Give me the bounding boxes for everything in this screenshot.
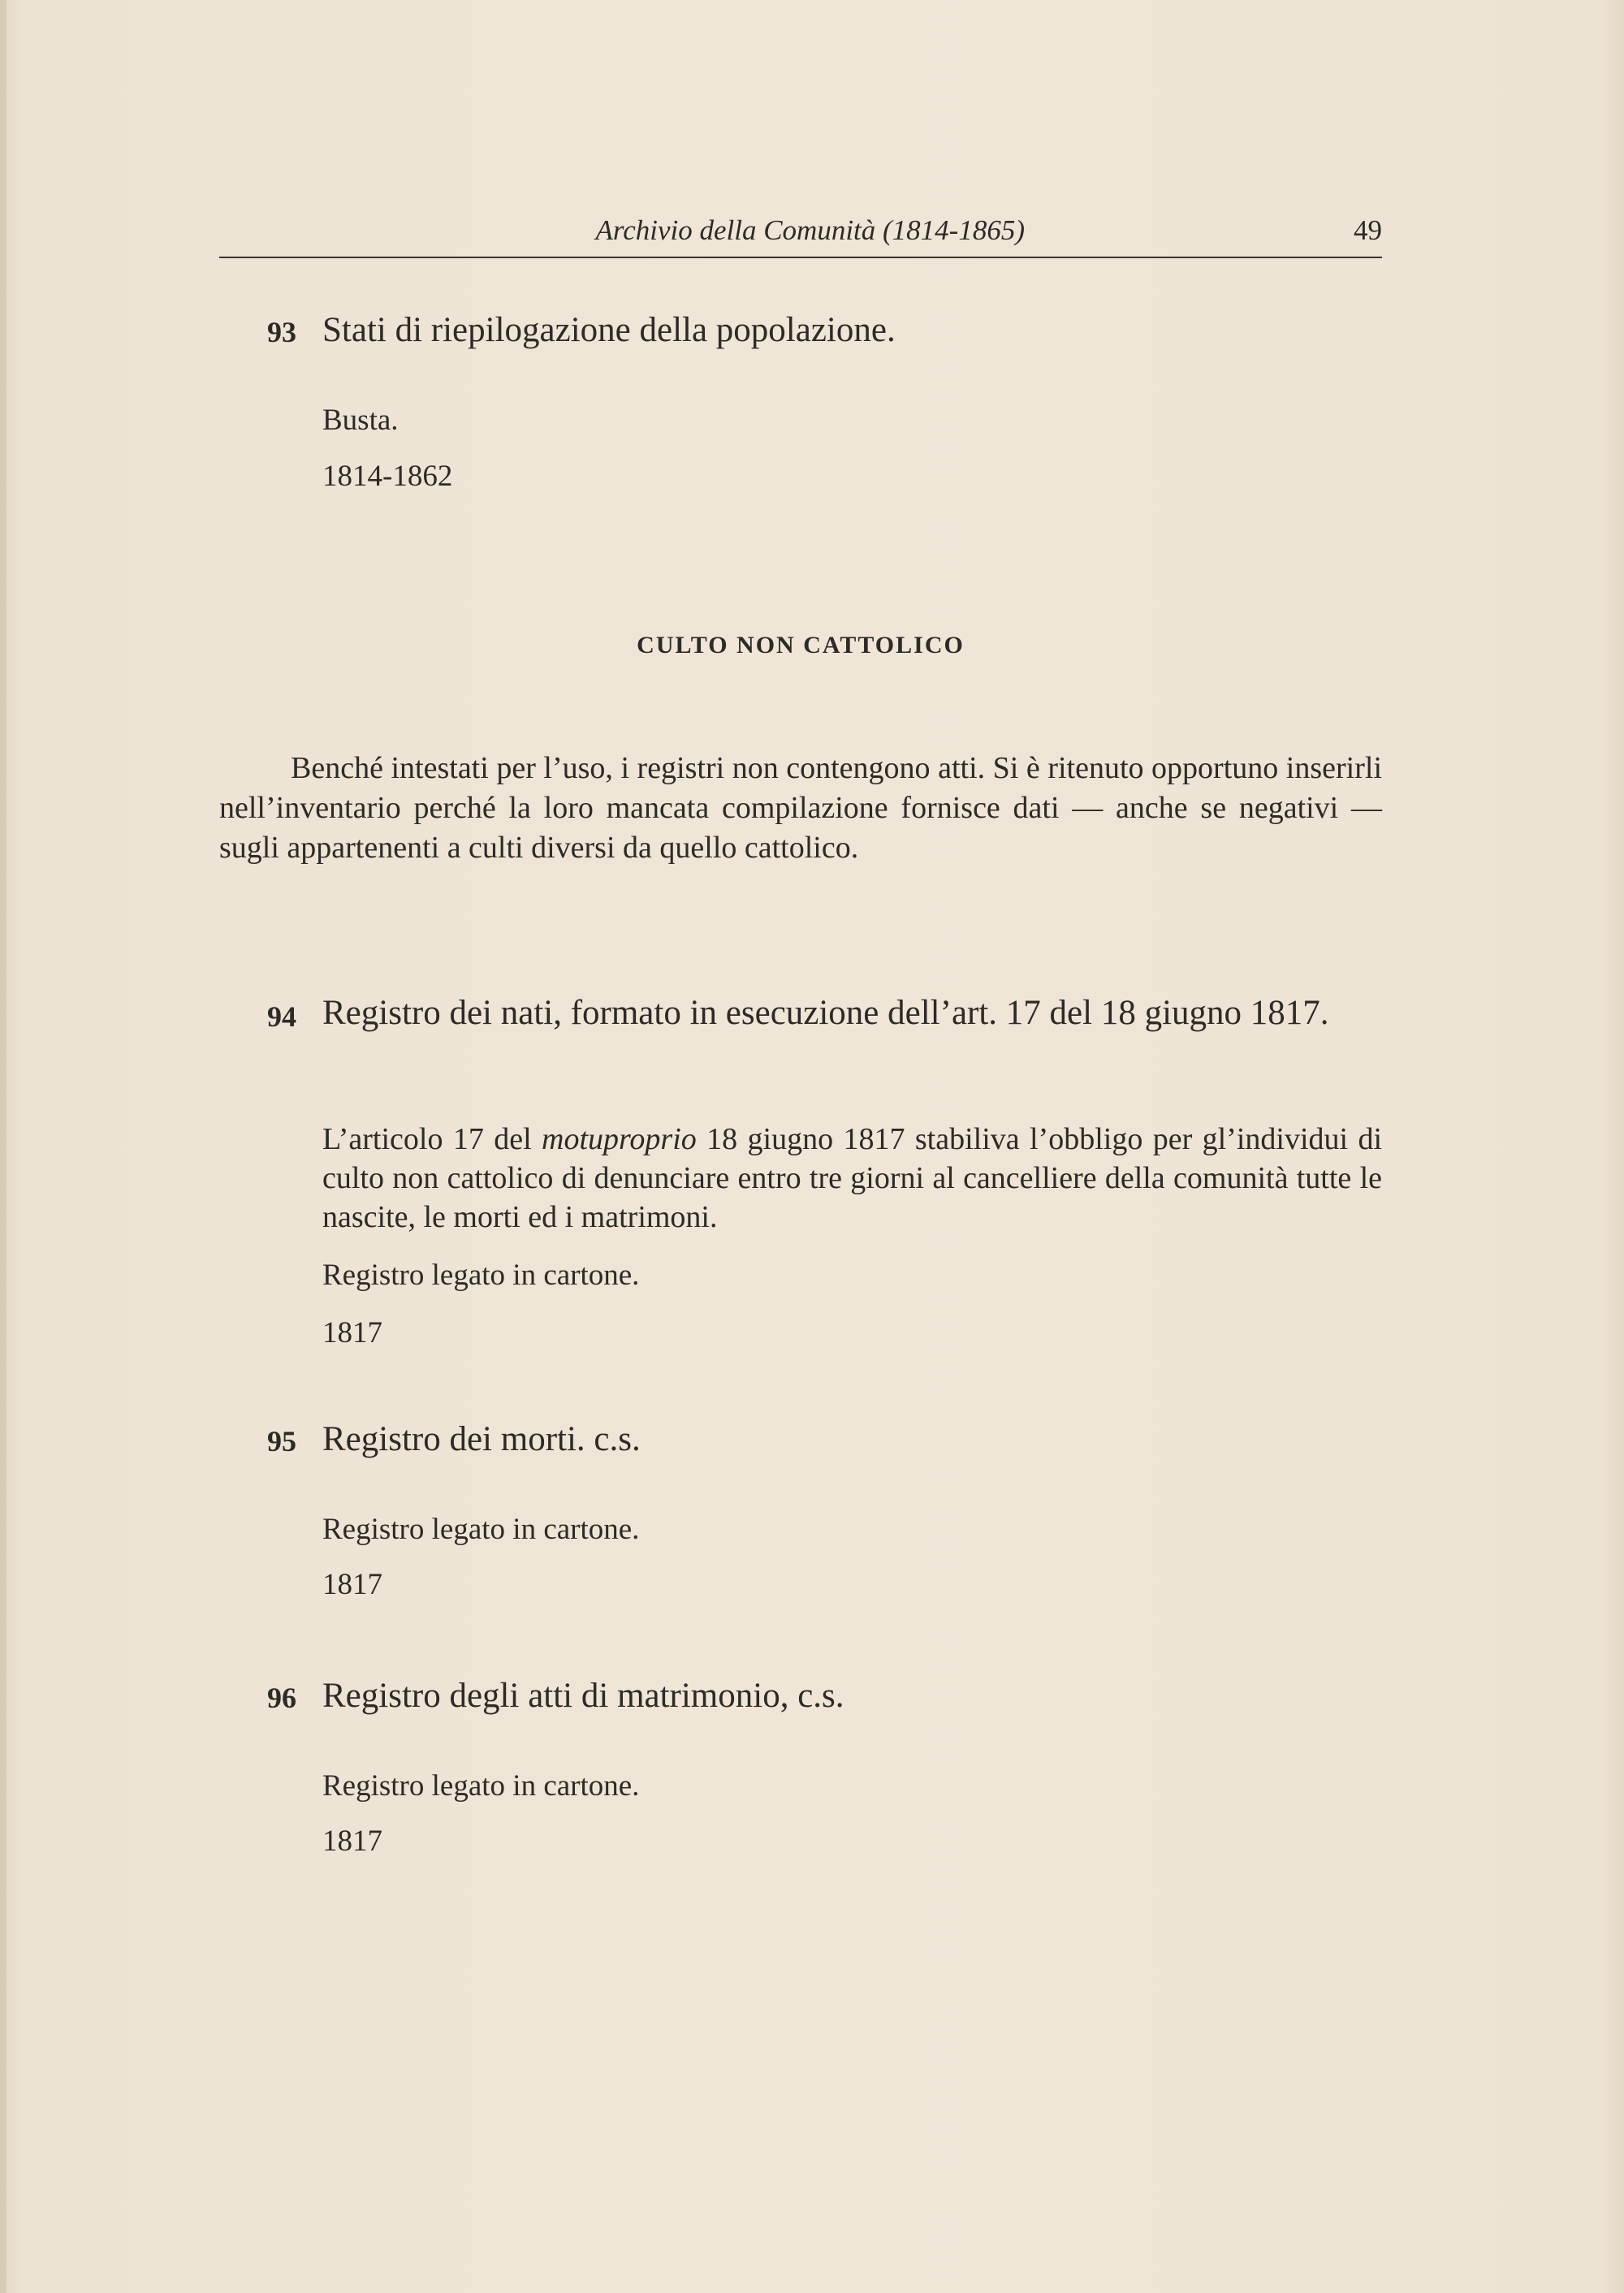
page-edge	[0, 0, 6, 2293]
entry-dates-93: 1814-1862	[322, 460, 453, 493]
entry-dates-95: 1817	[322, 1568, 382, 1601]
entry-title-94: Registro dei nati, formato in esecuzione dell’art. 17 del 18 giugno 1817.	[322, 994, 1329, 1032]
entry-physical-93: Busta.	[322, 404, 399, 437]
entry-number-96: 96	[267, 1682, 296, 1714]
description-text-end: 18 giugno 1817 stabiliva l’obbligo per gl’individui di culto non cattolico di denunciare entro tre giorni al cancelliere della comunità tutte le nascite, le morti ed i matrimoni.	[322, 1122, 1383, 1234]
entry-dates-94: 1817	[322, 1316, 382, 1349]
page-header	[219, 209, 1382, 258]
section-heading: CULTO NON CATTOLICO	[637, 632, 965, 659]
entry-description-94	[322, 1120, 1382, 1237]
running-title: Archivio della Comunità (1814-1865)	[595, 214, 1025, 246]
entry-number-94: 94	[267, 1000, 296, 1033]
description-italic-term: motuproprio	[542, 1122, 697, 1156]
description-text-start: L’articolo 17 del	[322, 1122, 542, 1156]
entry-physical-95: Registro legato in cartone.	[322, 1513, 640, 1546]
entry-title-96: Registro degli atti di matrimonio, c.s.	[322, 1677, 844, 1715]
section-intro: Benché intestati per l’uso, i registri non contengono atti. Si è ritenuto opportuno inserirli nell’inventario perché la loro mancata compilazione fornisce dati — anche se negativi — sugli appartenenti a culti diversi da quello cattolico.	[219, 751, 1382, 865]
entry-physical-96: Registro legato in cartone.	[322, 1769, 640, 1803]
entry-number-95: 95	[267, 1425, 296, 1457]
entry-dates-96: 1817	[322, 1824, 382, 1858]
page-number: 49	[1354, 214, 1382, 246]
entry-physical-94: Registro legato in cartone.	[322, 1259, 640, 1292]
entry-number-93: 93	[267, 316, 296, 348]
entry-title-93: Stati di riepilogazione della popolazione.	[322, 311, 896, 349]
entry-title-95: Registro dei morti. c.s.	[322, 1420, 641, 1458]
